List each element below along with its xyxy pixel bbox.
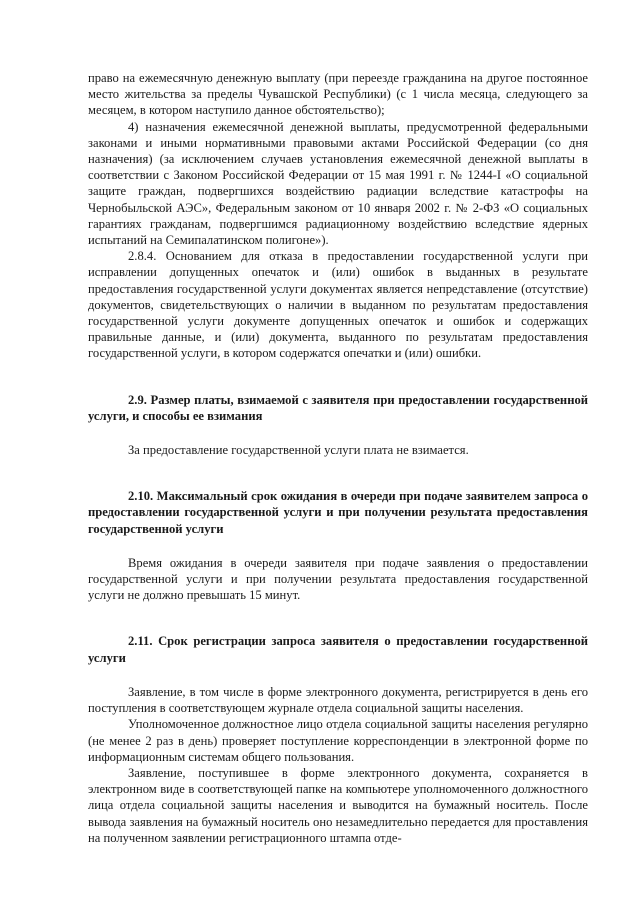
document-page	[88, 70, 588, 846]
paragraph: право на ежемесячную денежную выплату (при переезде гражданина на другое постоянное место жительства за пределы Чувашской Республики) (с 1 числа месяца, следующего за месяцем, в котором наступило данное обстоятельство);	[88, 71, 588, 118]
paragraph: Заявление, поступившее в форме электронного документа, сохраняется в электронном виде в соответствующей папке на компьютере уполномоченного должностного лица отдела социальной защиты населения и выводится на бумажный носитель. После вывода заявления на бумажный носитель оно незамедлительно передается для проставления на полученном заявлении регистрационного штампа отде-	[88, 765, 588, 845]
paragraph: Уполномоченное должностное лицо отдела социальной защиты населения регулярно (не менее 2 раз в день) проверяет поступление корреспонденции в электронной форме по информационным системам общего пользования.	[88, 717, 588, 764]
paragraph: 4) назначения ежемесячной денежной выплаты, предусмотренной федеральными законами и иными нормативными правовыми актами Российской Федерации (со дня назначения) (за исключением случаев установления ежемесячной денежной выплаты в соответствии с Законом Российской Федерации от 15 мая 1991 г. № 1244-I «О социальной защите граждан, подвергшихся воздействию радиации вследствие катастрофы на Чернобыльской АЭС», Федеральным законом от 10 января 2002 г. № 2-ФЗ «О социальных гарантиях гражданам, подвергшимся радиационному воздействию вследствие ядерных испытаний на Семипалатинском полигоне»).	[88, 119, 588, 248]
paragraph: Заявление, в том числе в форме электронного документа, регистрируется в день его поступления в соответствующем журнале отдела социальной защиты населения.	[88, 684, 588, 716]
section-heading: 2.11. Срок регистрации запроса заявителя о предоставлении государственной услуги	[88, 634, 588, 665]
paragraph: За предоставление государственной услуги плата не взимается.	[128, 443, 469, 458]
paragraph: 2.8.4. Основанием для отказа в предоставлении государственной услуги при исправлении допущенных опечаток и (или) ошибок в выданных в результате предоставления государственной услуги документах является непредставление (отсутствие) документов, свидетельствующих о наличии в выданном по результатам предоставления государственной услуги документе допущенных опечаток и ошибок и содержащих правильные данные, и (или) документа, выданного по результатам предоставления государственной услуги, в котором содержатся опечатки и (или) ошибки.	[88, 249, 588, 361]
section-heading: 2.10. Максимальный срок ожидания в очереди при подаче заявителем запроса о предоставлении государственной услуги и при получении результата предоставления государственной услуги	[88, 489, 588, 536]
section-heading: 2.9. Размер платы, взимаемой с заявителя при предоставлении государственной услуги, и способы ее взимания	[88, 392, 588, 423]
paragraph: Время ожидания в очереди заявителя при подаче заявления о предоставлении государственной услуги и при получении результата предоставления государственной услуги не должно превышать 15 минут.	[88, 555, 588, 603]
